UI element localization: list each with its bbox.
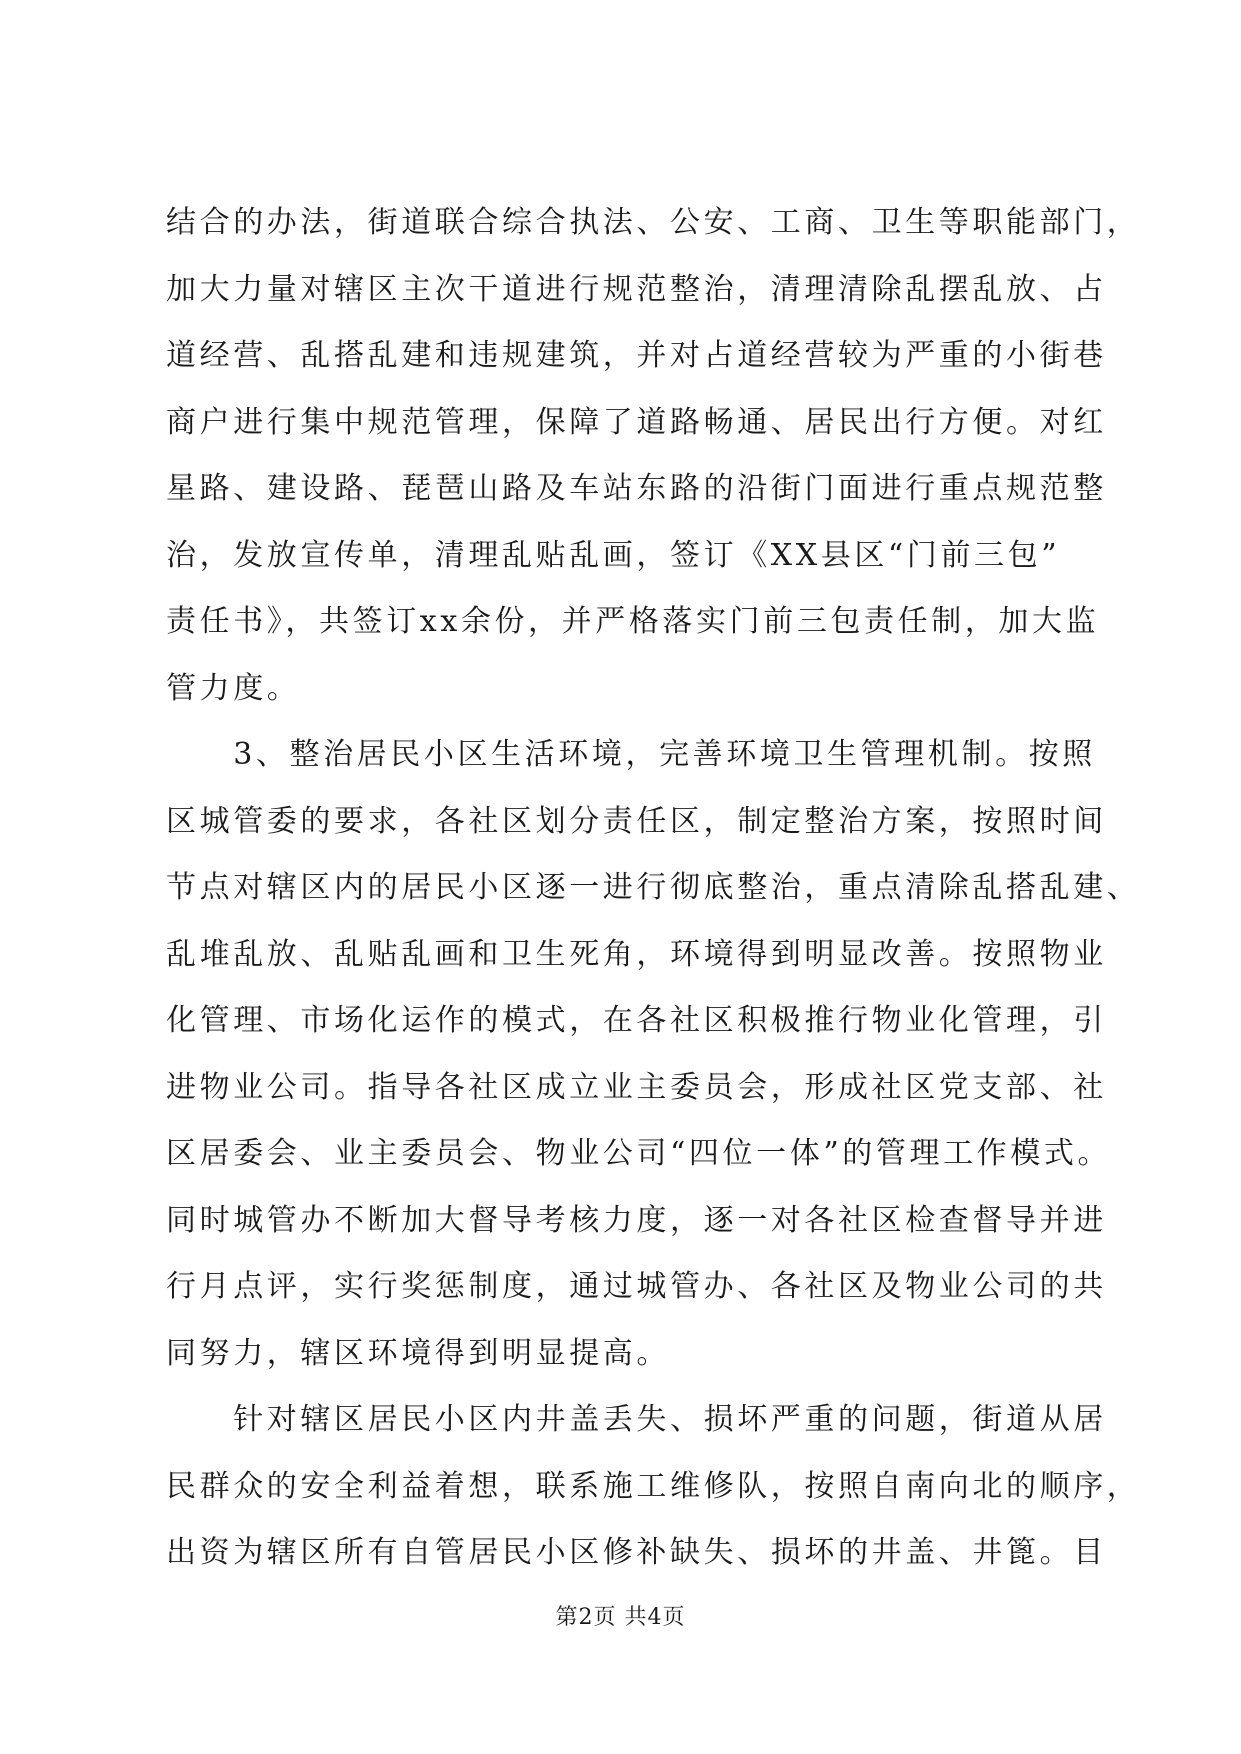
text-line: 区城管委的要求，各社区划分责任区，制定整治方案，按照时间 bbox=[166, 803, 1107, 839]
text-line: 责任书》，共签订xx余份，并严格落实门前三包责任制，加大监 bbox=[166, 604, 1100, 639]
text-line: 针对辖区居民小区内井盖丢失、损坏严重的问题，街道从居 bbox=[166, 1402, 1107, 1437]
text-line: 同努力，辖区环境得到明显提高。 bbox=[166, 1335, 670, 1371]
text-line: 行月点评，实行奖惩制度，通过城管办、各社区及物业公司的共 bbox=[166, 1269, 1107, 1304]
text-line: 同时城管办不断加大督导考核力度，逐一对各社区检查督导并进 bbox=[166, 1202, 1107, 1238]
text-line: 3、整治居民小区生活环境，完善环境卫生管理机制。按照 bbox=[166, 737, 1096, 772]
text-line: 商户进行集中规范管理，保障了道路畅通、居民出行方便。对红 bbox=[166, 404, 1107, 440]
text-line: 节点对辖区内的居民小区逐一进行彻底整治，重点清除乱搭乱建、 bbox=[166, 870, 1141, 905]
text-line: 乱堆乱放、乱贴乱画和卫生死角，环境得到明显改善。按照物业 bbox=[166, 936, 1107, 972]
page-footer: 第2页 共4页 bbox=[555, 1605, 686, 1630]
text-line: 进物业公司。指导各社区成立业主委员会，形成社区党支部、社 bbox=[166, 1069, 1107, 1105]
text-line: 民群众的安全利益着想，联系施工维修队，按照自南向北的顺序， bbox=[166, 1468, 1141, 1504]
document-body bbox=[166, 190, 1141, 1587]
text-line: 区居委会、业主委员会、物业公司“四位一体”的管理工作模式。 bbox=[166, 1136, 1112, 1171]
text-line: 星路、建设路、琵琶山路及车站东路的沿街门面进行重点规范整 bbox=[166, 471, 1107, 506]
text-line: 出资为辖区所有自管居民小区修补缺失、损坏的井盖、井篦。目 bbox=[166, 1535, 1107, 1570]
text-line: 加大力量对辖区主次干道进行规范整治，清理清除乱摆乱放、占 bbox=[166, 271, 1107, 307]
text-line: 道经营、乱搭乱建和违规建筑，并对占道经营较为严重的小街巷 bbox=[166, 338, 1107, 373]
text-line: 结合的办法，街道联合综合执法、公安、工商、卫生等职能部门， bbox=[166, 205, 1141, 240]
text-line: 治，发放宣传单，清理乱贴乱画，签订《XX县区“门前三包” bbox=[166, 537, 1061, 573]
text-line: 化管理、市场化运作的模式，在各社区积极推行物业化管理，引 bbox=[166, 1003, 1107, 1038]
text-line: 管力度。 bbox=[166, 670, 301, 706]
